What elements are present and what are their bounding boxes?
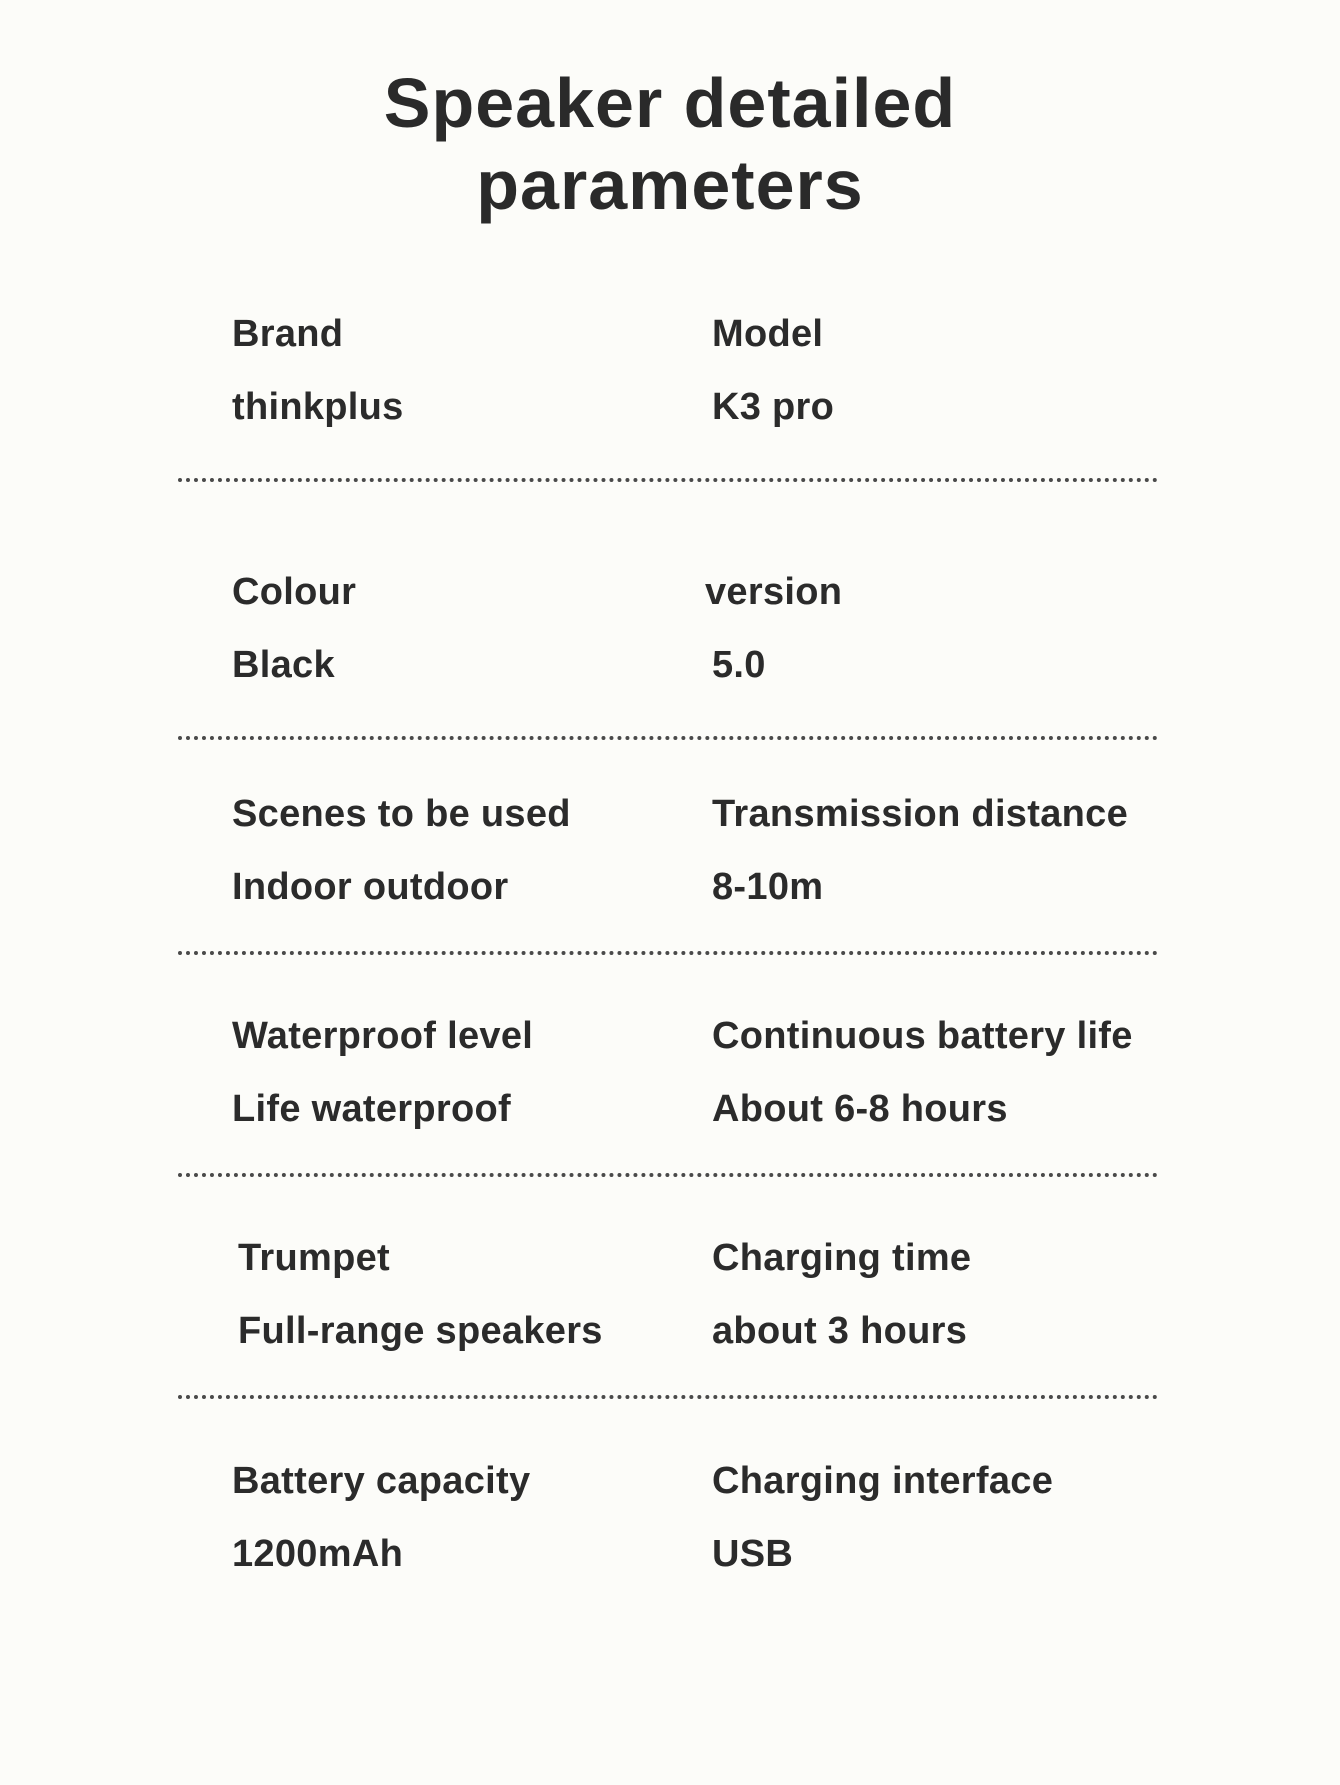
spec-label: Colour [232, 571, 357, 613]
spec-label: Waterproof level [232, 1015, 534, 1057]
dotted-divider [178, 951, 1158, 955]
spec-row-capacity-interface [0, 1460, 1340, 1610]
dotted-divider [178, 1395, 1158, 1399]
dotted-divider [178, 478, 1158, 482]
spec-value: thinkplus [232, 386, 404, 428]
spec-value: USB [712, 1533, 794, 1575]
spec-label: Continuous battery life [712, 1015, 1133, 1057]
spec-row-brand-model [0, 313, 1340, 463]
page-title-line-2: parameters [476, 146, 864, 224]
spec-label: version [705, 571, 843, 613]
spec-row-scenes-distance [0, 793, 1340, 943]
spec-value: 8-10m [712, 866, 824, 908]
spec-label: Charging interface [712, 1460, 1054, 1502]
spec-row-trumpet-charging [0, 1237, 1340, 1387]
spec-label: Battery capacity [232, 1460, 531, 1502]
spec-value: Black [232, 644, 335, 686]
spec-row-colour-version [0, 571, 1340, 721]
spec-value: Full-range speakers [238, 1310, 603, 1352]
spec-value: Life waterproof [232, 1088, 511, 1130]
spec-value: 5.0 [712, 644, 766, 686]
spec-label: Scenes to be used [232, 793, 571, 835]
spec-label: Model [712, 313, 824, 355]
spec-label: Charging time [712, 1237, 972, 1279]
dotted-divider [178, 736, 1158, 740]
spec-label: Trumpet [238, 1237, 391, 1279]
spec-value: About 6-8 hours [712, 1088, 1008, 1130]
spec-value: K3 pro [712, 386, 835, 428]
dotted-divider [178, 1173, 1158, 1177]
page-title-line-1: Speaker detailed [383, 64, 957, 142]
spec-value: Indoor outdoor [232, 866, 509, 908]
spec-value: about 3 hours [712, 1310, 968, 1352]
spec-value: 1200mAh [232, 1533, 404, 1575]
spec-label: Transmission distance [712, 793, 1129, 835]
spec-label: Brand [232, 313, 344, 355]
spec-row-waterproof-battery [0, 1015, 1340, 1165]
